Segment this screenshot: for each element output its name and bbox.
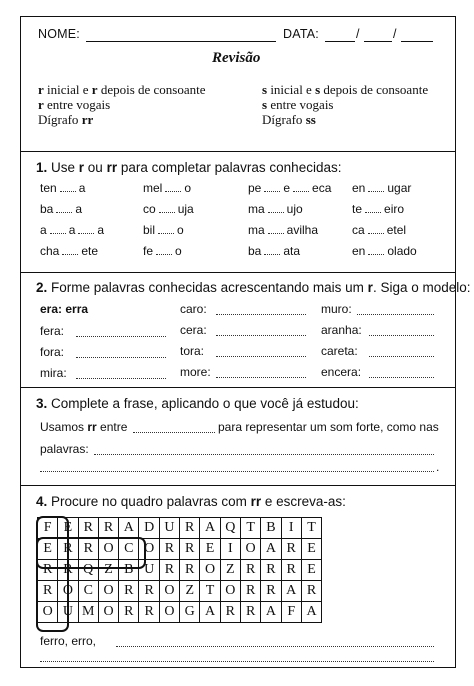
q2-text-b: . Siga o modelo: (372, 280, 471, 295)
grid-cell[interactable]: R (240, 560, 260, 581)
q1-word-part: e (283, 181, 291, 195)
q1-word-part: avilha (286, 223, 319, 237)
q1-blank[interactable] (60, 182, 76, 192)
grid-cell[interactable]: O (159, 602, 179, 623)
grid-cell[interactable]: E (301, 539, 321, 560)
q1-blank[interactable] (159, 203, 175, 213)
q1-word-part: o (184, 181, 192, 195)
rule-part: s (315, 82, 321, 97)
q1-word-part: o (177, 223, 184, 237)
q2-label: fora: (40, 345, 65, 359)
highlight-erro-horizontal (36, 537, 146, 569)
q1-number: 1. (36, 160, 48, 175)
rule-part: Dígrafo (262, 112, 306, 127)
rules-left-line-1 (38, 97, 110, 113)
q2-answer-blank[interactable] (216, 314, 307, 315)
grid-cell[interactable]: F (281, 602, 301, 623)
grid-cell[interactable]: R (261, 560, 281, 581)
q1-bold-rr: rr (106, 160, 118, 175)
grid-cell[interactable]: I (220, 539, 240, 560)
q1-word-part: a (78, 181, 86, 195)
q3-text: Complete a frase, aplicando o que você já estudou: (47, 396, 359, 411)
q3-blank-2[interactable] (94, 454, 434, 455)
grid-cell[interactable]: O (220, 581, 240, 602)
q2-label: encera: (321, 365, 362, 379)
grid-cell[interactable]: A (200, 602, 220, 623)
q1-word-part: eiro (384, 202, 405, 216)
rule-part: inicial e (43, 82, 92, 97)
q4-bold-rr: rr (250, 494, 262, 509)
rule-part: ss (305, 112, 316, 127)
page-title: Revisão (212, 50, 261, 66)
grid-cell[interactable]: R (98, 518, 118, 539)
grid-cell[interactable]: A (281, 581, 301, 602)
grid-cell[interactable]: E (58, 518, 78, 539)
grid-cell[interactable]: R (281, 539, 301, 560)
q1-blank[interactable] (365, 203, 381, 213)
q2-bold-r: r (367, 280, 373, 295)
q3-line1-end: para representar um som forte, como nas (218, 420, 439, 434)
grid-cell[interactable]: U (139, 560, 159, 581)
grid-cell[interactable]: E (200, 539, 220, 560)
q3-entre: entre (96, 420, 128, 434)
q1-word (352, 202, 404, 216)
q1-blank[interactable] (264, 245, 280, 255)
grid-cell[interactable]: F (38, 518, 58, 539)
q1-word (248, 202, 303, 216)
q2-answer-blank[interactable] (369, 356, 434, 357)
q1-blank[interactable] (368, 245, 384, 255)
rules-left-line-0 (38, 82, 206, 98)
q1-word-part: ba (248, 244, 262, 258)
q1-word-part: ujo (286, 202, 303, 216)
q3-line2-label: palavras: (40, 442, 89, 456)
grid-cell[interactable]: O (98, 539, 118, 560)
q1-word-part: ba (40, 202, 54, 216)
q2-answer-blank[interactable] (369, 377, 434, 378)
grid-cell[interactable]: R (58, 560, 78, 581)
separator-2 (20, 272, 456, 273)
separator-4 (20, 485, 456, 486)
q4-title (36, 494, 346, 509)
q2-answer-blank[interactable] (76, 336, 167, 337)
q1-word (352, 223, 406, 237)
grid-cell[interactable]: R (38, 581, 58, 602)
rules-right-line-0 (262, 82, 428, 98)
q1-word (40, 223, 104, 237)
grid-cell[interactable]: R (220, 602, 240, 623)
q1-word-part: ugar (387, 181, 412, 195)
rule-part: entre vogais (43, 97, 111, 112)
q4-answer-start: ferro, erro, (40, 634, 97, 648)
grid-cell[interactable]: O (58, 581, 78, 602)
q3-title (36, 396, 359, 411)
grid-cell[interactable]: O (200, 560, 220, 581)
q2-label: aranha: (321, 323, 362, 337)
grid-cell[interactable]: A (119, 518, 139, 539)
rule-part: s (262, 97, 268, 112)
q4-answer-blank-2[interactable] (40, 661, 434, 662)
q1-word (352, 181, 411, 195)
q1-blank[interactable] (368, 182, 384, 192)
grid-cell[interactable]: E (301, 560, 321, 581)
rules-right-line-1 (262, 97, 333, 113)
grid-cell[interactable]: R (139, 581, 159, 602)
q1-word (352, 244, 417, 258)
q1-blank[interactable] (165, 182, 181, 192)
grid-cell[interactable]: D (139, 518, 159, 539)
rule-part: depois de consoante (320, 82, 429, 97)
grid-cell[interactable]: I (281, 518, 301, 539)
rule-part: r (91, 82, 98, 97)
rule-part: r (38, 82, 44, 97)
q1-word (40, 181, 85, 195)
grid-cell[interactable]: T (200, 581, 220, 602)
q2-label: careta: (321, 344, 358, 358)
grid-cell[interactable]: T (240, 518, 260, 539)
q2-label: tora: (180, 344, 205, 358)
rule-part: inicial e (267, 82, 316, 97)
grid-cell[interactable]: U (58, 602, 78, 623)
q1-bold-r: r (78, 160, 85, 175)
q1-word (143, 181, 191, 195)
q2-label: muro: (321, 302, 352, 316)
grid-cell[interactable]: O (159, 581, 179, 602)
grid-cell[interactable]: R (119, 602, 139, 623)
q1-word (248, 181, 331, 195)
q2-answer-blank[interactable] (216, 356, 307, 357)
grid-cell[interactable]: A (261, 602, 281, 623)
q2-answer-blank[interactable] (357, 314, 435, 315)
grid-cell[interactable]: A (200, 518, 220, 539)
grid-cell[interactable]: R (78, 539, 98, 560)
date-month-field[interactable] (364, 41, 392, 42)
q1-blank[interactable] (158, 224, 174, 234)
q1-word-part: ma (248, 223, 265, 237)
grid-row (38, 581, 322, 602)
q2-answer-blank[interactable] (216, 377, 307, 378)
q1-blank[interactable] (156, 245, 172, 255)
rule-part: s (262, 82, 268, 97)
q1-text-c: para completar palavras conhecidas: (117, 160, 342, 175)
q1-word-part: etel (386, 223, 407, 237)
grid-cell[interactable]: R (261, 581, 281, 602)
q2-label: more: (180, 365, 211, 379)
rule-part: rr (81, 112, 94, 127)
grid-cell[interactable]: R (180, 539, 200, 560)
grid-cell[interactable]: R (38, 560, 58, 581)
separator-1 (20, 151, 456, 152)
date-day-field[interactable] (325, 41, 355, 42)
grid-cell[interactable]: A (301, 602, 321, 623)
grid-cell[interactable]: O (139, 539, 159, 560)
grid-cell[interactable]: R (301, 581, 321, 602)
q1-word-part: mel (143, 181, 163, 195)
name-label: NOME: (38, 27, 80, 41)
q1-word-part: ete (81, 244, 99, 258)
q1-word-part: a (68, 223, 76, 237)
q3-blank-3[interactable] (40, 471, 434, 472)
q1-word-part: en (352, 181, 366, 195)
q1-word-part: a (75, 202, 83, 216)
q1-text-a: Use (47, 160, 79, 175)
q1-word-part: fe (143, 244, 154, 258)
grid-cell[interactable]: C (78, 581, 98, 602)
q1-blank[interactable] (293, 182, 309, 192)
date-label: DATA: (283, 27, 319, 41)
q2-answer-blank[interactable] (76, 357, 167, 358)
q4-answer-blank-1[interactable] (116, 646, 434, 647)
q1-word-part: co (143, 202, 156, 216)
rules-left-line-2 (38, 112, 93, 128)
grid-cell[interactable]: C (119, 539, 139, 560)
q1-blank[interactable] (368, 224, 384, 234)
grid-cell[interactable]: R (139, 602, 159, 623)
q1-word-part: olado (387, 244, 417, 258)
date-slash-2: / (393, 27, 397, 41)
grid-cell[interactable]: O (98, 602, 118, 623)
q3-end-dot: . (436, 460, 440, 474)
q1-blank[interactable] (50, 224, 66, 234)
q2-label: caro: (180, 302, 207, 316)
q1-word (143, 244, 182, 258)
grid-cell[interactable]: E (38, 539, 58, 560)
q1-word-part: a (97, 223, 105, 237)
grid-cell[interactable]: R (159, 539, 179, 560)
q2-answer-blank[interactable] (76, 378, 167, 379)
q1-word (143, 202, 194, 216)
q3-bold-rr: rr (87, 420, 97, 434)
rule-part: entre vogais (267, 97, 334, 112)
name-field[interactable] (86, 41, 276, 42)
q1-word-part: ma (248, 202, 265, 216)
q4-number: 4. (36, 494, 48, 509)
highlight-ferro-vertical (36, 516, 69, 632)
q1-blank[interactable] (268, 203, 284, 213)
grid-cell[interactable]: T (301, 518, 321, 539)
q3-line1-start (40, 420, 127, 434)
grid-cell[interactable]: B (261, 518, 281, 539)
q1-word (40, 244, 98, 258)
grid-cell[interactable]: R (180, 560, 200, 581)
q3-blank-1[interactable] (133, 432, 215, 433)
grid-cell[interactable]: R (281, 560, 301, 581)
q1-blank[interactable] (56, 203, 72, 213)
grid-cell[interactable]: O (240, 539, 260, 560)
q1-word-part: o (175, 244, 182, 258)
grid-cell[interactable]: R (78, 518, 98, 539)
q1-word-part: cha (40, 244, 60, 258)
grid-cell[interactable]: Q (220, 518, 240, 539)
q1-word-part: ten (40, 181, 57, 195)
grid-cell[interactable]: R (159, 560, 179, 581)
q4-text-a: Procure no quadro palavras com (47, 494, 251, 509)
grid-cell[interactable]: Z (220, 560, 240, 581)
grid-cell[interactable]: Z (98, 560, 118, 581)
q1-blank[interactable] (78, 224, 94, 234)
q1-word-part: a (40, 223, 47, 237)
q1-blank[interactable] (264, 182, 280, 192)
date-year-field[interactable] (401, 41, 433, 42)
q1-word-part: eca (312, 181, 332, 195)
rule-part: r (38, 97, 44, 112)
q1-word-part: ata (283, 244, 301, 258)
q3-number: 3. (36, 396, 48, 411)
q2-model: era: erra (40, 302, 89, 316)
grid-cell[interactable]: U (159, 518, 179, 539)
rules-right-line-2 (262, 112, 316, 128)
q4-text-b: e escreva-as: (261, 494, 346, 509)
grid-cell[interactable]: M (78, 602, 98, 623)
q1-blank[interactable] (62, 245, 78, 255)
q1-text-b: ou (84, 160, 107, 175)
grid-cell[interactable]: O (38, 602, 58, 623)
grid-cell[interactable]: R (240, 581, 260, 602)
q1-word-part: pe (248, 181, 262, 195)
grid-cell[interactable]: A (261, 539, 281, 560)
grid-cell[interactable]: G (180, 602, 200, 623)
grid-cell[interactable]: R (119, 581, 139, 602)
q2-label: mira: (40, 366, 67, 380)
rule-part: depois de consoante (97, 82, 206, 97)
separator-3 (20, 387, 456, 388)
q1-word-part: bil (143, 223, 156, 237)
q1-word (248, 244, 300, 258)
date-slash-1: / (356, 27, 360, 41)
q1-word-part: uja (177, 202, 194, 216)
q2-title (36, 280, 471, 295)
grid-cell[interactable]: R (58, 539, 78, 560)
rule-part: Dígrafo (38, 112, 82, 127)
word-search-grid (37, 517, 322, 623)
grid-cell[interactable]: R (180, 518, 200, 539)
q1-word-part: te (352, 202, 363, 216)
q1-word (40, 202, 82, 216)
q1-blank[interactable] (268, 224, 284, 234)
q1-word-part: ca (352, 223, 365, 237)
q2-label: fera: (40, 324, 65, 338)
q2-number: 2. (36, 280, 48, 295)
grid-row (38, 518, 322, 539)
grid-cell[interactable]: Q (78, 560, 98, 581)
q2-answer-blank[interactable] (216, 335, 307, 336)
q1-word-part: en (352, 244, 366, 258)
q1-title (36, 160, 341, 175)
q1-word (143, 223, 184, 237)
grid-cell[interactable]: Z (180, 581, 200, 602)
q1-word (248, 223, 318, 237)
q2-label: cera: (180, 323, 207, 337)
q3-usamos: Usamos (40, 420, 88, 434)
grid-cell[interactable]: O (98, 581, 118, 602)
grid-cell[interactable]: B (119, 560, 139, 581)
grid-cell[interactable]: R (240, 602, 260, 623)
grid-row (38, 602, 322, 623)
q2-answer-blank[interactable] (369, 335, 434, 336)
q2-text-a: Forme palavras conhecidas acrescentando mais um (47, 280, 368, 295)
